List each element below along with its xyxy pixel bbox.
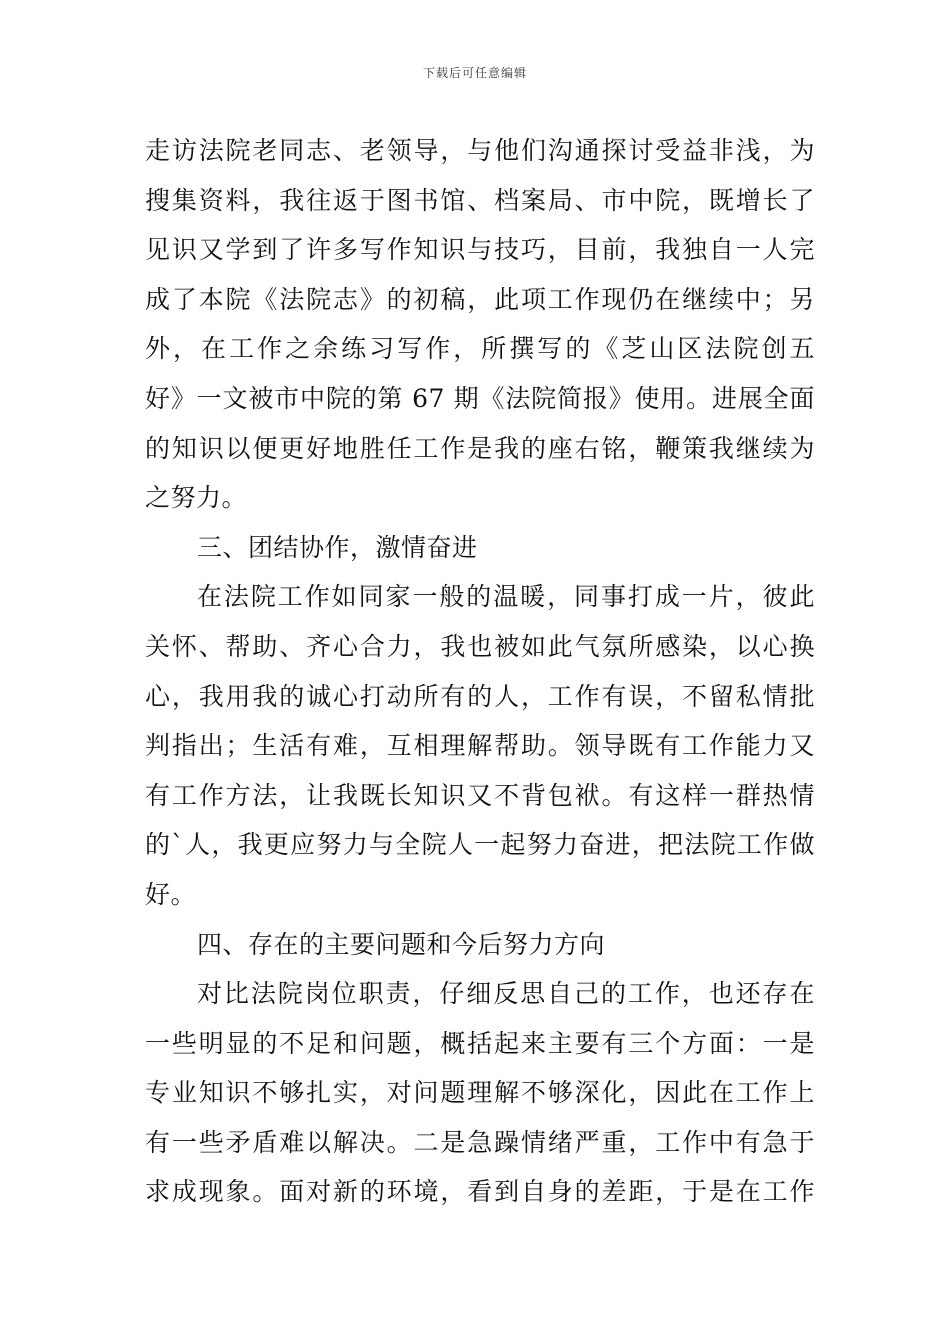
text-line: 专业知识不够扎实，对问题理解不够深化，因此在工作上 xyxy=(145,1078,815,1108)
text-line: 之努力。 xyxy=(145,483,248,513)
text-line: 判指出；生活有难，互相理解帮助。领导既有工作能力又 xyxy=(145,731,815,761)
text-line: 成了本院《法院志》的初稿，此项工作现仍在继续中；另 xyxy=(145,284,815,314)
text-line: 心，我用我的诚心打动所有的人，工作有误，不留私情批 xyxy=(145,681,815,711)
text-line: 关怀、帮助、齐心合力，我也被如此气氛所感染，以心换 xyxy=(145,631,815,661)
document-body xyxy=(145,126,815,1217)
text-line: 有工作方法，让我既长知识又不背包袱。有这样一群热情 xyxy=(145,780,815,810)
text-line: 好》一文被市中院的第 67 期《法院简报》使用。进展全面 xyxy=(145,383,815,413)
text-line: 对比法院岗位职责，仔细反思自己的工作，也还存在 xyxy=(197,979,815,1009)
text-line: 搜集资料，我往返于图书馆、档案局、市中院，既增长了 xyxy=(145,185,815,215)
section-heading: 三、团结协作，激情奋进 xyxy=(197,532,478,562)
text-line: 外，在工作之余练习写作，所撰写的《芝山区法院创五 xyxy=(145,334,815,364)
text-line: 的`人，我更应努力与全院人一起努力奋进，把法院工作做 xyxy=(145,830,815,860)
text-line: 走访法院老同志、老领导，与他们沟通探讨受益非浅，为 xyxy=(145,136,815,165)
text-line: 有一些矛盾难以解决。二是急躁情绪严重，工作中有急于 xyxy=(145,1127,815,1157)
text-line: 一些明显的不足和问题，概括起来主要有三个方面：一是 xyxy=(145,1028,815,1058)
text-line: 在法院工作如同家一般的温暖，同事打成一片，彼此 xyxy=(197,582,815,612)
section-heading: 四、存在的主要问题和今后努力方向 xyxy=(197,929,606,959)
text-line: 见识又学到了许多写作知识与技巧，目前，我独自一人完 xyxy=(145,235,815,265)
text-line: 求成现象。面对新的环境，看到自身的差距，于是在工作 xyxy=(145,1177,815,1207)
page-header: 下载后可任意编辑 xyxy=(422,66,527,80)
text-line: 好。 xyxy=(145,879,197,909)
text-line: 的知识以便更好地胜任工作是我的座右铭，鞭策我继续为 xyxy=(145,433,815,463)
